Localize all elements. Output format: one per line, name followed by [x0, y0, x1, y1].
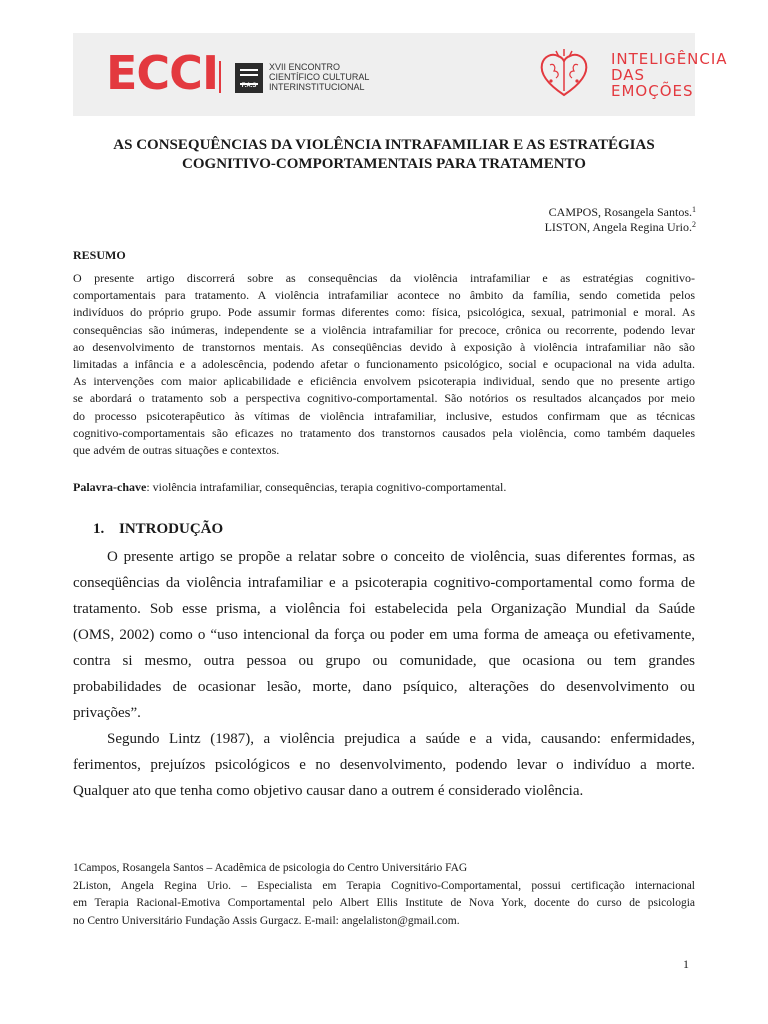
event-line: INTERINSTITUCIONAL — [269, 82, 365, 92]
theme-line: DAS — [611, 66, 646, 84]
body-line: (OMS, 2002) como o “uso intencional da força ou poder em uma forma de ameaça ou efetivamente, — [73, 627, 695, 643]
author-footnote-mark: 1 — [692, 205, 696, 214]
fas-logo-text: F.A.S — [241, 83, 257, 89]
abstract-line: ao desenvolvimento de transtornos mentais. As conseqüências devido à exposição à violência intrafamiliar não são — [73, 339, 695, 354]
brain-heart-icon — [536, 47, 592, 103]
abstract-line: comportamentais para tratamento. A violência intrafamiliar acontece no âmbito da família, sendo cometida pelos — [73, 288, 695, 303]
title-line: COGNITIVO-COMPORTAMENTAIS PARA TRATAMENTO — [182, 156, 586, 172]
abstract-line: que advém de outras situações e contextos. — [73, 442, 280, 457]
author-entry — [545, 220, 696, 235]
footnote-line: no Centro Universitário Fundação Assis Gurgacz. E-mail: angelaliston@gmail.com. — [73, 914, 460, 927]
body-line: privações”. — [73, 705, 141, 721]
abstract-line: consequências são inúmeras, independente se a violência intrafamiliar for precoce, crônica ou recorrente, podendo levar — [73, 322, 695, 337]
body-line: conseqüências da violência intrafamiliar e a psicoterapia cognitivo-comportamental como forma de — [73, 575, 695, 591]
abstract-line: O presente artigo discorrerá sobre as consequências da violência intrafamiliar e as estratégias cognitivo- — [73, 271, 695, 285]
body-line: Qualquer ato que tenha como objetivo causar dano a outrem é considerado violência. — [73, 783, 584, 799]
footnote-line: 2Liston, Angela Regina Urio. – Especialista em Terapia Cognitivo-Comportamental, possui certificação internacional — [73, 879, 695, 892]
footnote-line: 1Campos, Rosangela Santos – Acadêmica de psicologia do Centro Universitário FAG — [73, 862, 468, 874]
paper-title — [80, 136, 688, 174]
body-line: probabilidades de ocasionar lesão, morte, dano psíquico, alterações do desenvolvimento ou — [73, 679, 695, 695]
section-title: INTRODUÇÃO — [119, 521, 224, 537]
body-line: ferimentos, prejuízos psicológicos e no desenvolvimento, podendo levar o indivíduo a morte. — [73, 757, 695, 773]
ecci-logo: ECCI — [106, 46, 219, 100]
abstract-text — [73, 270, 695, 459]
page-number: 1 — [683, 957, 689, 971]
abstract-line: do processo psicoterapêutico às vítimas de violência intrafamiliar, inclusive, estudos confirmam que as técnicas — [73, 408, 695, 423]
body-line: contra si mesmo, outra pessoa ou grupo ou comunidade, que ocasiona ou tem grandes — [73, 653, 695, 669]
abstract-line: se abordará o tratamento sob a perspectiva cognitivo-comportamental. São notórios os resultados alcançados por meio — [73, 391, 695, 406]
author-name: CAMPOS, Rosangela Santos. — [548, 205, 692, 219]
section-heading — [93, 519, 223, 539]
section-number: 1. — [93, 521, 105, 537]
abstract-line: cognitivo-comportamentais são eficazes no tratamento dos transtornos causados pela violência, como também daqueles — [73, 425, 695, 440]
footnote-line: em Terapia Racional-Emotiva Comportamental pelo Albert Ellis Institute de Nova York, docente do curso de psicologia — [73, 897, 695, 909]
author-entry — [545, 205, 696, 220]
fas-logo-icon — [235, 63, 263, 93]
header-banner — [73, 33, 728, 116]
keywords-text: : violência intrafamiliar, consequências, terapia cognitivo-comportamental. — [146, 480, 507, 494]
abstract-line: indivíduos do próprio grupo. Pode assumir formas diferentes como: física, psicológica, sexual, patrimonial e moral. As — [73, 305, 695, 320]
title-line: AS CONSEQUÊNCIAS DA VIOLÊNCIA INTRAFAMILIAR E AS ESTRATÉGIAS — [113, 137, 655, 153]
event-name — [269, 62, 369, 92]
theme-line: INTELIGÊNCIA — [611, 50, 728, 68]
abstract-heading: RESUMO — [73, 248, 126, 262]
event-line: XVII ENCONTRO — [269, 62, 341, 72]
footnotes — [73, 860, 695, 930]
body-line: Segundo Lintz (1987), a violência prejudica a saúde e a vida, causando: enfermidades, — [107, 731, 695, 747]
event-line: CIENTÍFICO CULTURAL — [269, 72, 370, 82]
body-line: O presente artigo se propõe a relatar sobre o conceito de violência, suas diferentes formas, as — [107, 549, 695, 565]
body-line: tratamento. Sob esse prisma, a violência foi estabelecida pela Organização Mundial da Saúde — [73, 601, 695, 617]
keywords — [73, 480, 506, 495]
logo-divider — [219, 61, 221, 93]
author-footnote-mark: 2 — [692, 220, 696, 229]
author-name: LISTON, Angela Regina Urio. — [544, 220, 692, 234]
theme-title — [611, 51, 728, 99]
theme-line: EMOÇÕES — [611, 82, 694, 100]
author-list — [545, 205, 696, 235]
section-body — [73, 544, 695, 804]
keywords-label: Palavra-chave — [73, 480, 147, 494]
abstract-line: As intervenções com maior aplicabilidade e eficiência envolvem psicoterapia individual, sendo que no presente artigo — [73, 374, 695, 389]
abstract-line: limitadas a infância e a adolescência, podendo afetar o funcionamento psicológico, social e ocupacional na vida adulta. — [73, 356, 695, 371]
